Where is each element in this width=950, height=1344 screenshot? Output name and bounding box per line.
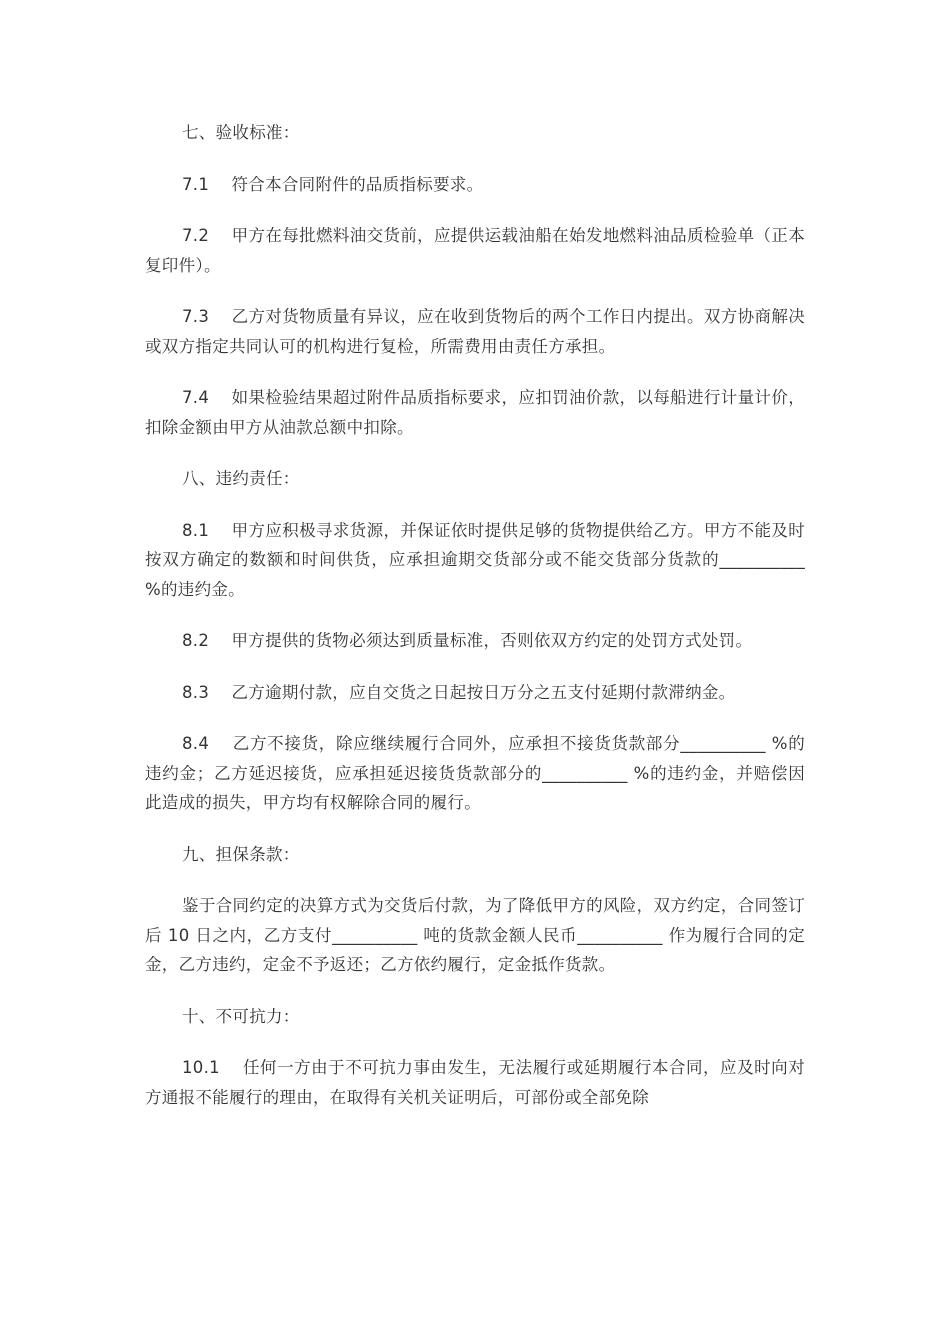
clause-8-4: 8.4 乙方不接货，除应继续履行合同外，应承担不接货货款部分__________ %的违约金；乙方延迟接货，应承担延迟接货货款部分的__________ %的违约金，并赔偿因此造成的损失，甲方均有权解除合同的履行。	[145, 734, 805, 812]
section-heading-liability: 八、违约责任：	[182, 469, 300, 488]
clause-8-2: 8.2 甲方提供的货物必须达到质量标准，否则依双方约定的处罚方式处罚。	[182, 631, 753, 650]
document-body	[145, 118, 811, 1134]
clause-guarantee: 鉴于合同约定的决算方式为交货后付款，为了降低甲方的风险，双方约定，合同签订后 10 日之内，乙方支付__________ 吨的货款金额人民币__________ 作为履行合同的定金，乙方违约，定金不予返还；乙方依约履行，定金抵作货款。	[145, 896, 805, 974]
section-heading-guarantee: 九、担保条款：	[182, 844, 300, 864]
clause-10-1: 10.1 任何一方由于不可抗力事由发生，无法履行或延期履行本合同，应及时向对方通报不能履行的理由，在取得有关机关证明后，可部份或全部免除	[145, 1058, 805, 1107]
clause-7-2: 7.2 甲方在每批燃料油交货前，应提供运载油船在始发地燃料油品质检验单（正本复印件）。	[145, 226, 805, 275]
clause-7-3: 7.3 乙方对货物质量有异议，应在收到货物后的两个工作日内提出。双方协商解决或双方指定共同认可的机构进行复检，所需费用由责任方承担。	[145, 307, 805, 356]
section-heading-force-majeure: 十、不可抗力：	[182, 1006, 300, 1026]
clause-8-3: 8.3 乙方逾期付款，应自交货之日起按日万分之五支付延期付款滞纳金。	[182, 682, 736, 702]
clause-7-4: 7.4 如果检验结果超过附件品质指标要求，应扣罚油价款，以每船进行计量计价，扣除金额由甲方从油款总额中扣除。	[145, 388, 805, 437]
clause-7-1: 7.1 符合本合同附件的品质指标要求。	[182, 174, 484, 194]
clause-8-1: 8.1 甲方应积极寻求货源，并保证依时提供足够的货物提供给乙方。甲方不能及时按双方确定的数额和时间供货，应承担逾期交货部分或不能交货部分货款的__________ %的违约金。	[145, 520, 811, 599]
section-heading-acceptance: 七、验收标准：	[182, 123, 300, 142]
